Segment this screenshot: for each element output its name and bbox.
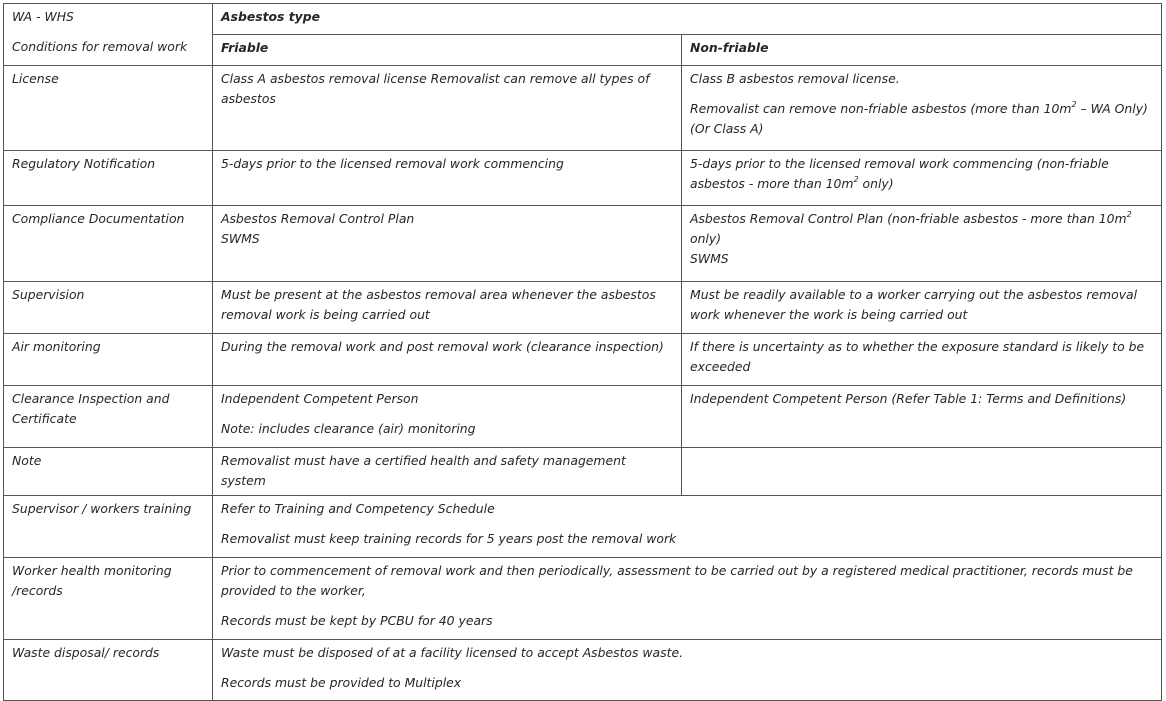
cell-paragraph — [690, 99, 1153, 139]
cell-paragraph — [690, 209, 1153, 249]
combined-cell — [213, 640, 1162, 701]
table-row — [4, 386, 1162, 448]
text-run: only) — [690, 231, 722, 246]
non-friable-cell — [682, 448, 1162, 496]
combined-cell — [213, 558, 1162, 640]
non-friable-cell — [682, 66, 1162, 151]
cell-paragraph: Waste must be disposed of at a facility licensed to accept Asbestos waste. — [221, 645, 684, 660]
condition-cell: Clearance Inspection and Certificate — [4, 386, 213, 448]
friable-cell: During the removal work and post removal work (clearance inspection) — [213, 334, 682, 386]
cell-paragraph: Class B asbestos removal license. — [690, 71, 900, 86]
condition-cell: Air monitoring — [4, 334, 213, 386]
text-run: only) — [858, 176, 894, 191]
text-run: – WA Only) (Or Class A) — [690, 101, 1148, 136]
conditions-label: Conditions for removal work — [12, 39, 188, 54]
condition-cell: License — [4, 66, 213, 151]
table-row — [4, 640, 1162, 701]
non-friable-cell — [682, 206, 1162, 282]
jurisdiction-label: WA - WHS — [12, 9, 74, 24]
table-row — [4, 496, 1162, 558]
table-row — [4, 206, 1162, 282]
cell-paragraph: Records must be kept by PCBU for 40 years — [221, 613, 493, 628]
cell-paragraph: SWMS — [690, 251, 729, 266]
friable-cell: 5-days prior to the licensed removal work commencing — [213, 151, 682, 206]
header-row-1 — [4, 4, 1162, 35]
table-row — [4, 151, 1162, 206]
cell-paragraph: Records must be provided to Multiplex — [221, 675, 462, 690]
text-run: Asbestos Removal Control Plan (non-friable asbestos - more than 10m — [690, 211, 1127, 226]
non-friable-cell: Independent Competent Person (Refer Table 1: Terms and Definitions) — [682, 386, 1162, 448]
friable-cell — [213, 206, 682, 282]
condition-cell: Compliance Documentation — [4, 206, 213, 282]
cell-paragraph: Refer to Training and Competency Schedule — [221, 501, 495, 516]
superscript: 2 — [1126, 210, 1132, 219]
table-row — [4, 558, 1162, 640]
text-run: 5-days prior to the licensed removal work commencing (non-friable asbestos - more than 10m — [690, 156, 1109, 191]
table-row — [4, 66, 1162, 151]
asbestos-type-header: Asbestos type — [213, 4, 1162, 35]
non-friable-cell — [682, 151, 1162, 206]
text-run: Removalist can remove non-friable asbestos (more than 10m — [690, 101, 1072, 116]
cell-paragraph: Removalist must keep training records for 5 years post the removal work — [221, 531, 677, 546]
condition-cell: Worker health monitoring /records — [4, 558, 213, 640]
friable-cell: Class A asbestos removal license Removalist can remove all types of asbestos — [213, 66, 682, 151]
asbestos-removal-table — [3, 3, 1162, 701]
friable-header: Friable — [213, 35, 682, 66]
condition-cell: Regulatory Notification — [4, 151, 213, 206]
non-friable-header: Non-friable — [682, 35, 1162, 66]
friable-cell — [213, 386, 682, 448]
superscript: 2 — [1071, 100, 1077, 109]
cell-paragraph: SWMS — [221, 231, 260, 246]
friable-cell: Must be present at the asbestos removal area whenever the asbestos removal work is being carried out — [213, 282, 682, 334]
combined-cell — [213, 496, 1162, 558]
header-conditions-cell — [4, 4, 213, 66]
table-row — [4, 282, 1162, 334]
condition-cell: Note — [4, 448, 213, 496]
cell-paragraph: Prior to commencement of removal work and then periodically, assessment to be carried out by a registered medical practitioner, records must be provided to the worker, — [221, 563, 1133, 598]
table-row — [4, 334, 1162, 386]
cell-paragraph: Note: includes clearance (air) monitoring — [221, 421, 476, 436]
condition-cell: Waste disposal/ records — [4, 640, 213, 701]
table-row — [4, 448, 1162, 496]
cell-paragraph: Independent Competent Person — [221, 391, 419, 406]
cell-paragraph: Asbestos Removal Control Plan — [221, 211, 415, 226]
friable-cell: Removalist must have a certified health and safety management system — [213, 448, 682, 496]
condition-cell: Supervision — [4, 282, 213, 334]
superscript: 2 — [853, 175, 859, 184]
non-friable-cell: Must be readily available to a worker carrying out the asbestos removal work whenever the work is being carried out — [682, 282, 1162, 334]
non-friable-cell: If there is uncertainty as to whether the exposure standard is likely to be exceeded — [682, 334, 1162, 386]
condition-cell: Supervisor / workers training — [4, 496, 213, 558]
